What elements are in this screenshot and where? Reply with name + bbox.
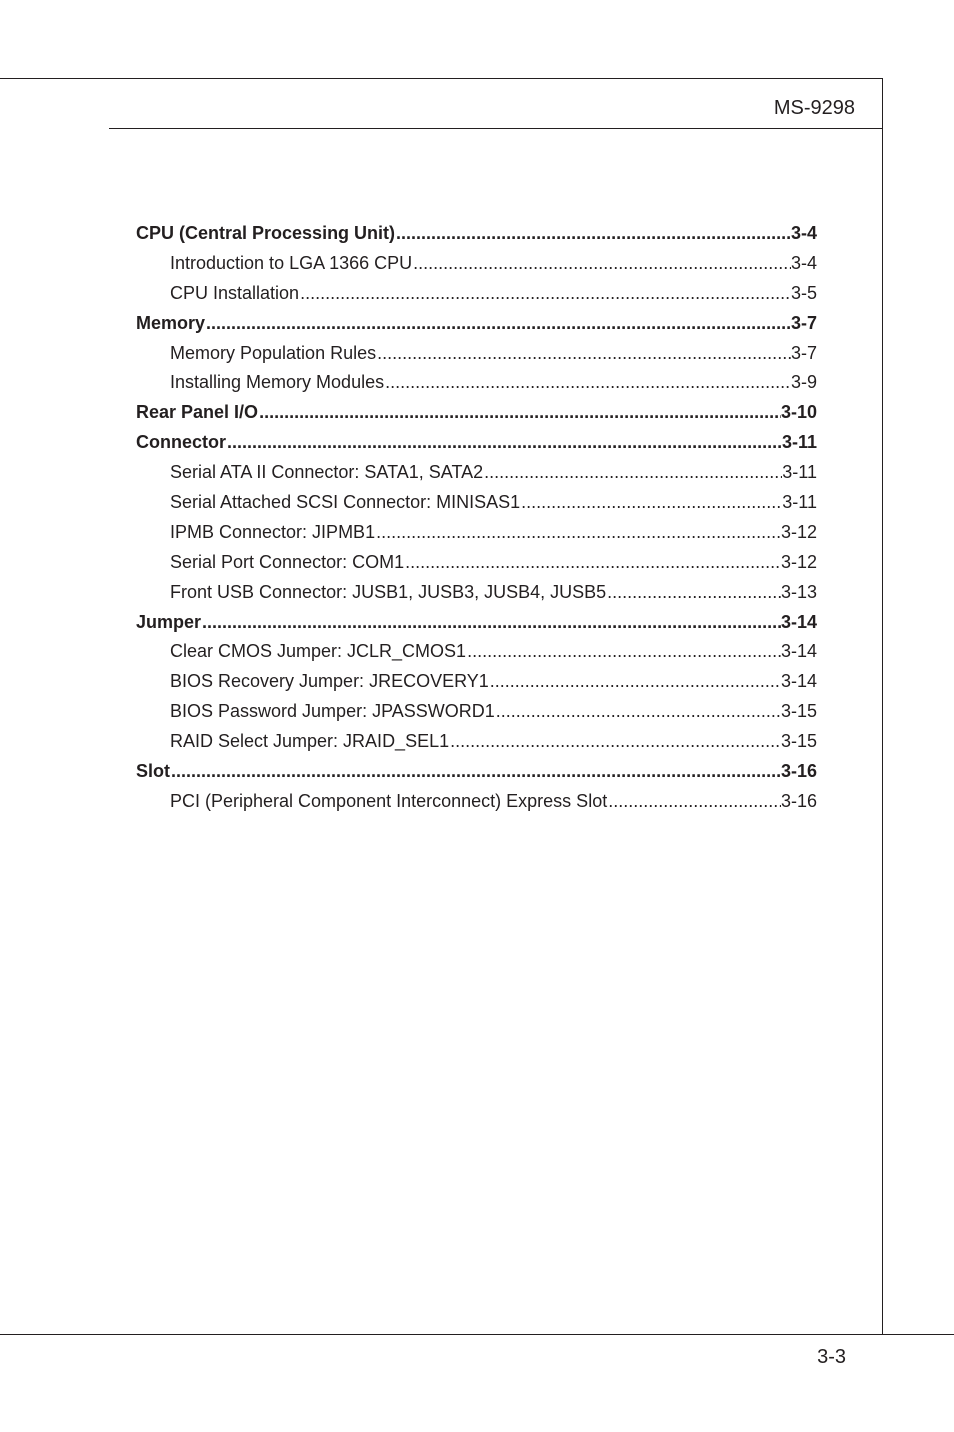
dot-leader <box>404 548 781 578</box>
toc-subsection[interactable] <box>136 578 817 608</box>
toc-entry-title: Serial Port Connector: COM1 <box>170 551 405 572</box>
toc-entry-title: PCI (Peripheral Component Interconnect) Express Slot <box>170 790 608 811</box>
toc-entry-page: 3-11 <box>781 432 817 453</box>
toc-entry-page: 3-10 <box>780 402 817 423</box>
toc-entry-page: 3-12 <box>780 521 817 542</box>
toc-entry-page: 3-11 <box>782 492 817 513</box>
toc-section[interactable] <box>136 608 817 638</box>
dot-leader <box>412 249 791 279</box>
toc-entry-page: 3-4 <box>790 223 817 243</box>
toc-entry-title: Front USB Connector: JUSB1, JUSB3, JUSB4, JUSB5 <box>170 581 607 602</box>
toc-entry-page: 3-16 <box>780 761 817 782</box>
toc-subsection[interactable] <box>136 518 817 548</box>
toc-entry-page: 3-14 <box>780 611 817 632</box>
dot-leader <box>258 398 781 428</box>
toc-section[interactable] <box>136 428 817 458</box>
toc-entry-page: 3-14 <box>780 671 817 692</box>
toc-entry-page: 3-7 <box>790 342 817 363</box>
page-number: 3-3 <box>817 1346 846 1368</box>
dot-leader <box>495 697 781 727</box>
dot-leader <box>466 637 781 667</box>
toc-entry-title: Slot <box>136 761 170 782</box>
toc-subsection[interactable] <box>136 727 817 757</box>
toc-entry-title: RAID Select Jumper: JRAID_SEL1 <box>170 731 450 752</box>
top-rule <box>0 78 883 79</box>
toc-entry-page: 3-12 <box>780 551 817 572</box>
dot-leader <box>395 219 791 249</box>
toc-entry-page: 3-7 <box>790 312 817 333</box>
toc-entry-title: Rear Panel I/O <box>136 402 259 423</box>
dot-leader <box>205 309 791 339</box>
dot-leader <box>489 667 781 697</box>
dot-leader <box>449 727 781 757</box>
toc-entry-page: 3-15 <box>780 701 817 722</box>
toc-entry-page: 3-5 <box>790 282 817 303</box>
toc-entry-title: Introduction to LGA 1366 CPU <box>170 252 413 273</box>
dot-leader <box>606 578 781 608</box>
toc-section[interactable] <box>136 309 817 339</box>
header-rule <box>109 128 883 129</box>
toc-entry-title: BIOS Recovery Jumper: JRECOVERY1 <box>170 671 489 692</box>
toc-subsection[interactable] <box>136 667 817 697</box>
toc-entry-title: Jumper <box>136 611 202 632</box>
toc-section[interactable] <box>136 757 817 787</box>
toc-subsection[interactable] <box>136 458 817 488</box>
dot-leader <box>384 368 791 398</box>
right-margin-rule <box>882 78 883 1335</box>
toc-entry-page: 3-13 <box>780 581 817 602</box>
toc-entry-title: Connector <box>136 432 226 453</box>
toc-subsection[interactable] <box>136 548 817 578</box>
toc-entry-page: 3-4 <box>790 252 817 273</box>
toc-entry-page: 3-9 <box>790 372 817 393</box>
toc-subsection[interactable] <box>136 488 817 518</box>
dot-leader <box>483 458 782 488</box>
toc-subsection[interactable] <box>136 249 817 279</box>
toc-entry-title: Memory <box>136 312 206 333</box>
dot-leader <box>201 608 781 638</box>
toc-entry-title: CPU Installation <box>170 282 300 303</box>
table-of-contents <box>136 219 817 817</box>
dot-leader <box>376 339 791 369</box>
toc-entry-title: Serial Attached SCSI Connector: MINISAS1 <box>170 492 521 513</box>
toc-entry-title: IPMB Connector: JIPMB1 <box>170 521 376 542</box>
toc-entry-page: 3-15 <box>780 731 817 752</box>
toc-entry-title: Installing Memory Modules <box>170 372 385 393</box>
dot-leader <box>299 279 791 309</box>
toc-entry-page: 3-14 <box>780 641 817 662</box>
bottom-rule <box>0 1334 954 1335</box>
toc-subsection[interactable] <box>136 697 817 727</box>
toc-subsection[interactable] <box>136 339 817 369</box>
dot-leader <box>170 757 781 787</box>
toc-section[interactable] <box>136 219 817 249</box>
dot-leader <box>226 428 782 458</box>
toc-entry-title: Serial ATA II Connector: SATA1, SATA2 <box>170 462 484 483</box>
toc-entry-page: 3-11 <box>782 462 817 483</box>
toc-entry-title: Clear CMOS Jumper: JCLR_CMOS1 <box>170 641 467 662</box>
toc-entry-title: CPU (Central Processing Unit) <box>136 223 396 243</box>
model-number: MS-9298 <box>773 97 855 119</box>
toc-subsection[interactable] <box>136 279 817 309</box>
toc-subsection[interactable] <box>136 368 817 398</box>
toc-entry-title: Memory Population Rules <box>170 342 377 363</box>
toc-entry-page: 3-16 <box>780 790 817 811</box>
dot-leader <box>607 787 781 817</box>
dot-leader <box>520 488 782 518</box>
toc-section[interactable] <box>136 398 817 428</box>
toc-subsection[interactable] <box>136 787 817 817</box>
toc-subsection[interactable] <box>136 637 817 667</box>
toc-entry-title: BIOS Password Jumper: JPASSWORD1 <box>170 701 495 722</box>
dot-leader <box>375 518 781 548</box>
